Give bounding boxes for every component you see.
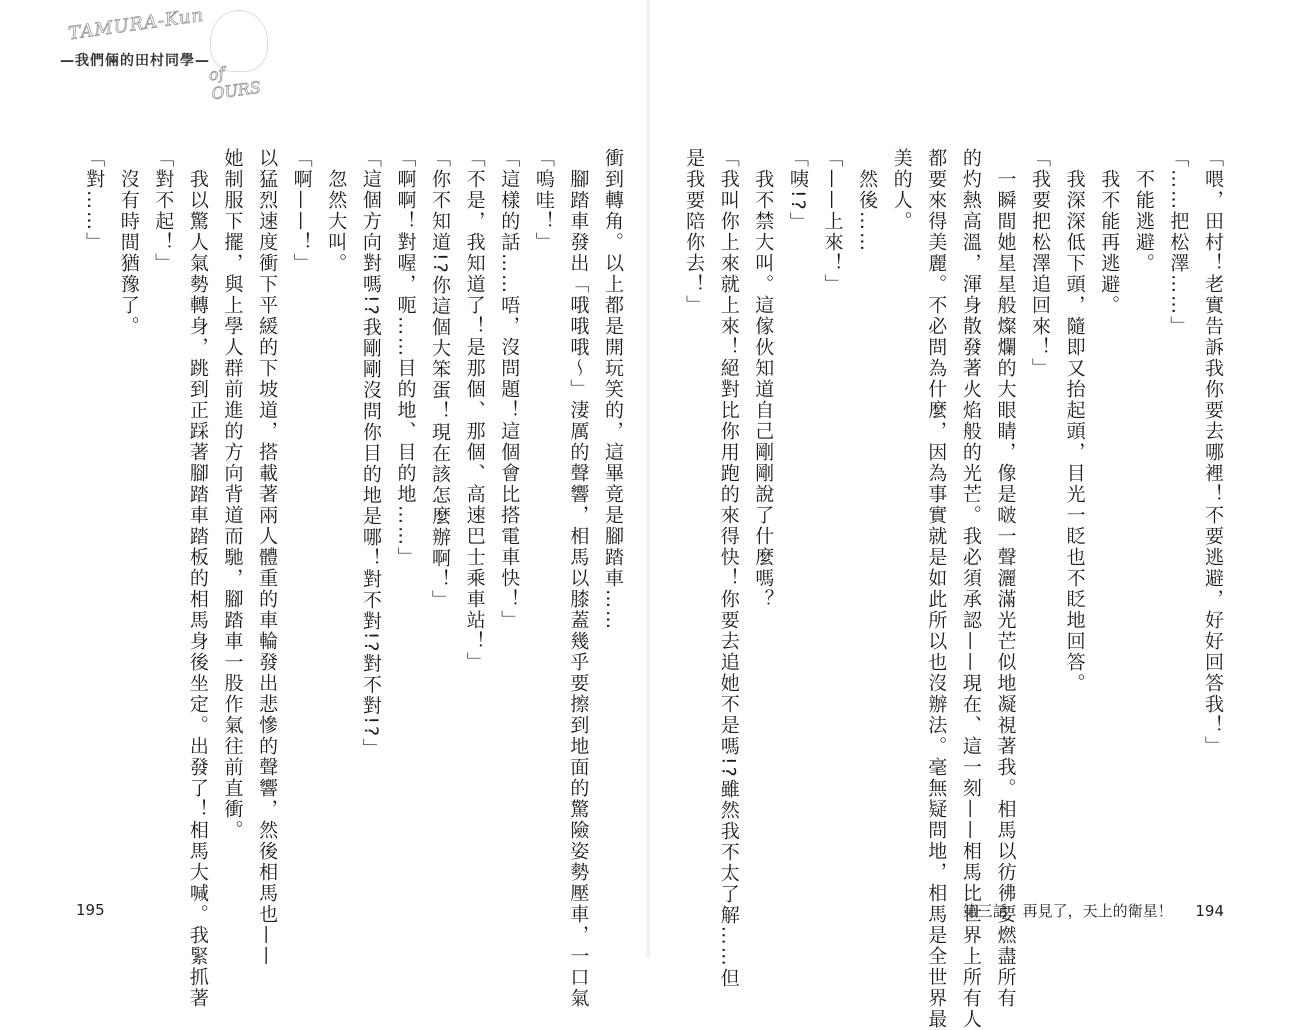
series-title: —我們倆的田村同學— [60,53,210,69]
text-line: 我不禁大叫。這傢伙知道自己剛剛說了什麼嗎？ [752,148,775,610]
text-line: 「這個方向對嗎!?我剛剛沒問你目的地是哪！對不對!?對不對!?」 [359,148,382,760]
text-line: 「喂，田村！老實告訴我你要去哪裡！不要逃避，好好回答我！」 [1202,148,1224,757]
chapter-title: 第三話 再見了，天上的衛星！ [962,902,1173,920]
text-line: 「咦!?」 [786,148,809,233]
left-page [0,0,648,1009]
text-line: 「……把松澤……」 [1167,148,1190,337]
text-line: 美的人。 [890,148,913,232]
text-line: 「這樣的話……唔，沒問題！這個會比搭電車快！」 [498,148,521,631]
text-line: 一瞬間她星星般燦爛的大眼睛，像是啵一聲灑滿光芒似地凝視著我。相馬以彷彿要燃盡所有 [994,148,1017,1009]
text-line: 「對……」 [83,148,106,253]
text-line: 「不是，我知道了！是那個、那個、高速巴士乘車站！」 [463,148,486,673]
text-line: 「你不知道!?你這個大笨蛋！現在該怎麼辦啊！」 [429,148,452,611]
text-line: 「我叫你上來就上來！絕對比你用跑的來得快！你要去追她不是嗎!?雖然我不太了解……但 [717,148,740,989]
text-line: 腳踏車發出「哦哦哦～」淒厲的聲響，相馬以膝蓋幾乎要擦到地面的驚險姿勢壓車，一口氣 [567,148,590,1009]
text-line: 以猛烈速度衝下平緩的下坡道，搭載著兩人體重的車輪發出悲慘的聲響，然後相馬也—— [256,148,279,967]
text-line: 「——上來！」 [821,148,844,295]
text-line: 「我要把松澤追回來！」 [1029,148,1052,379]
series-logo [60,4,263,104]
logo-latin-top: TAMURA-Kun [67,4,206,45]
text-line: 不能逃避。 [1132,148,1155,274]
text-line: 「啊啊！對喔，呃……目的地、目的地……」 [394,148,417,568]
text-line: 我不能再逃避。 [1098,148,1121,316]
text-line: 她制服下擺，與上學人群前進的方向背道而馳，腳踏車一股作氣往前直衝。 [221,148,244,841]
left-page-number: 195 [76,901,105,919]
logo-latin-bottom: of OURS [207,63,263,104]
text-line: 然後…… [856,148,879,253]
text-line: 沒有時間猶豫了。 [117,148,140,337]
text-line: 我深深低下頭，隨即又抬起頭，目光一眨也不眨地回答。 [1063,148,1086,694]
text-line: 「啊——！」 [290,148,313,274]
text-line: 是我要陪你去！」 [683,148,706,316]
right-page-footer [963,900,1224,921]
text-line: 「對不起！」 [152,148,175,274]
text-line: 「嗚哇！」 [532,148,555,253]
text-line: 的灼熱高溫，渾身散發著火焰般的光芒。我必須承認——現在、這一刻——相馬比世界上所有人 [959,148,982,1030]
right-page-number: 194 [1195,902,1224,920]
right-page [648,0,1296,1030]
text-line: 我以驚人氣勢轉身，跳到正踩著腳踏車踏板的相馬身後坐定。出發了！相馬大喊。我緊抓著 [186,148,209,1009]
text-line: 都要來得美麗。不必問為什麼，因為事實就是如此所以也沒辦法。毫無疑問地，相馬是全世界最 [925,148,948,1030]
text-line: 忽然大叫。 [325,148,348,274]
text-line: 衝到轉角。以上都是開玩笑的，這畢竟是腳踏車…… [602,148,624,631]
